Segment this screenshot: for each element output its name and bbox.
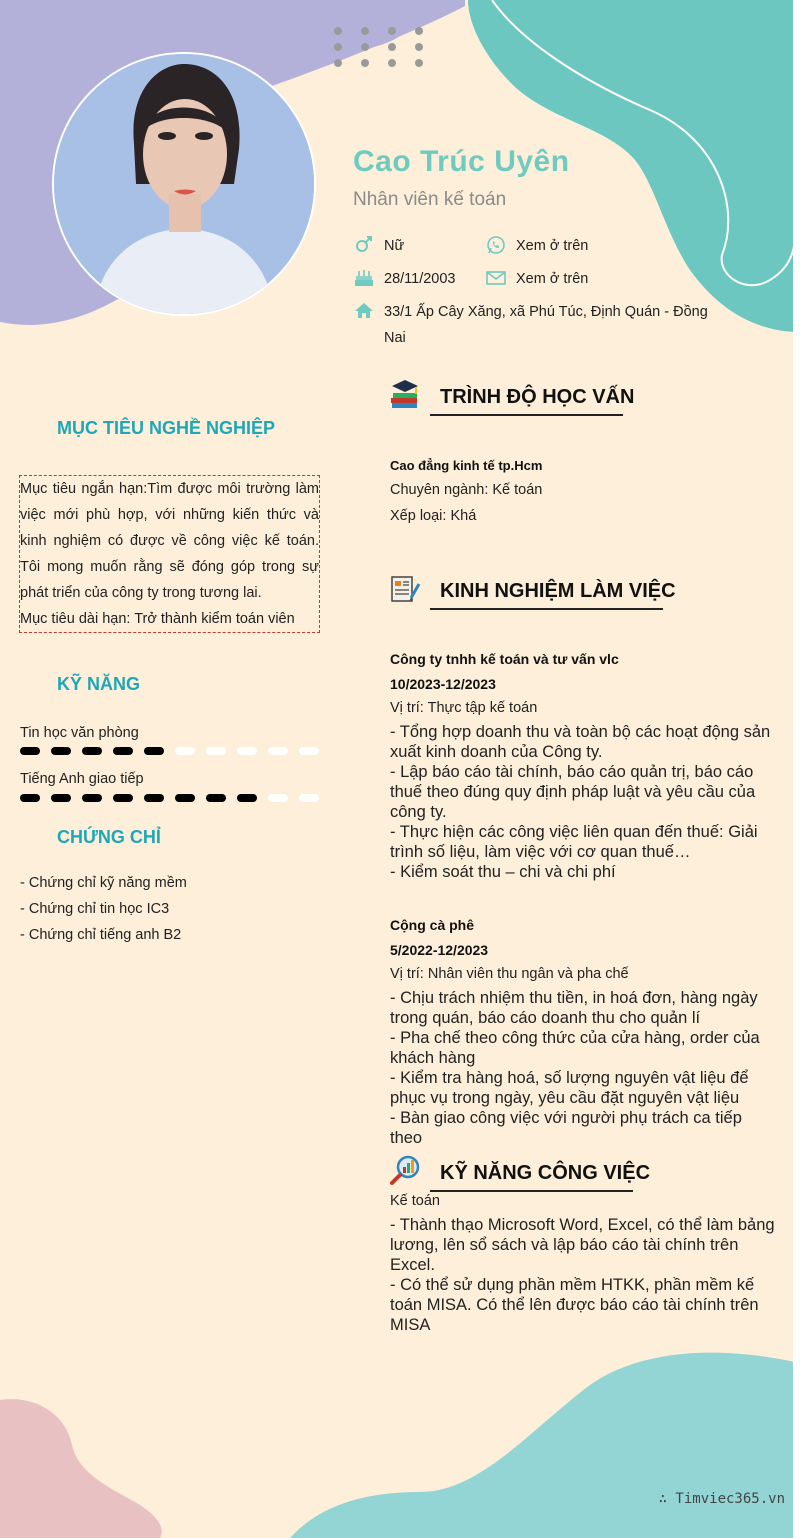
job-task: - Bàn giao công việc với người phụ trách ca tiếp theo xyxy=(390,1109,742,1147)
education-heading: TRÌNH ĐỘ HỌC VẤN xyxy=(440,386,635,408)
work-skills-underline xyxy=(430,1190,633,1192)
education-school: Cao đẳng kinh tế tp.Hcm xyxy=(390,458,543,473)
job-task: - Chịu trách nhiệm thu tiền, in hoá đơn, hàng ngày trong quán, báo cáo doanh thu cho quản lí xyxy=(390,989,758,1027)
skills-heading: KỸ NĂNG xyxy=(57,674,141,694)
job-task: - Kiểm tra hàng hoá, số lượng nguyên vật liệu để phục vụ trong ngày, yêu cầu đặt nguyên vật liệu xyxy=(390,1069,749,1107)
work-skill-item: - Có thể sử dụng phần mềm HTKK, phần mềm kế toán MISA. Có thể lên được báo cáo tài chính trên MISA xyxy=(390,1276,759,1334)
job-period: 10/2023-12/2023 xyxy=(390,676,496,692)
skill-dot-filled xyxy=(144,794,164,802)
job-description xyxy=(390,722,775,882)
skill-level-bar xyxy=(20,747,319,755)
address-line-2: Nai xyxy=(384,330,406,346)
work-skills-label: Kế toán xyxy=(390,1193,440,1209)
job-description xyxy=(390,988,775,1148)
skill-dot-filled xyxy=(51,747,71,755)
skill-dot-empty xyxy=(299,794,319,802)
skill-dot-empty xyxy=(299,747,319,755)
email-icon xyxy=(486,268,506,288)
education-underline xyxy=(430,414,623,416)
job-task: - Pha chế theo công thức của cửa hàng, order của khách hàng xyxy=(390,1029,760,1067)
job-period: 5/2022-12/2023 xyxy=(390,942,489,958)
job-position: Vị trí: Thực tập kế toán xyxy=(390,700,538,716)
pink-blob xyxy=(0,1399,162,1538)
skill-dot-filled xyxy=(113,794,133,802)
email-value: Xem ở trên xyxy=(516,271,589,287)
phone-value: Xem ở trên xyxy=(516,238,589,254)
skill-dot-filled xyxy=(113,747,133,755)
avatar xyxy=(52,52,316,316)
objective-box xyxy=(19,475,320,633)
skill-dot-filled xyxy=(20,747,40,755)
bottom-teal-blob xyxy=(290,1353,793,1538)
skill-name: Tin học văn phòng xyxy=(20,725,139,741)
work-experience-icon xyxy=(389,572,421,604)
skill-dot-filled xyxy=(51,794,71,802)
candidate-title: Nhân viên kế toán xyxy=(353,189,507,210)
home-icon xyxy=(354,301,374,321)
certificate-item: - Chứng chỉ tiếng anh B2 xyxy=(20,927,182,943)
gender-value: Nữ xyxy=(384,238,405,254)
job-task: - Lập báo cáo tài chính, báo cáo quản trị, báo cáo thuế theo đúng quy định pháp luật và yêu cầu của công ty. xyxy=(390,763,756,821)
certificate-item: - Chứng chỉ kỹ năng mềm xyxy=(20,875,187,891)
job-task: - Tổng hợp doanh thu và toàn bộ các hoạt động sản xuất kinh doanh của Công ty. xyxy=(390,723,771,761)
experience-heading: KINH NGHIỆM LÀM VIỆC xyxy=(440,580,676,602)
address-line-1: 33/1 Ấp Cây Xăng, xã Phú Túc, Định Quán - Đồng xyxy=(384,304,708,320)
candidate-name: Cao Trúc Uyên xyxy=(353,145,570,178)
job-position: Vị trí: Nhân viên thu ngân và pha chế xyxy=(390,966,629,982)
skill-dot-filled xyxy=(237,794,257,802)
analytics-magnifier-icon xyxy=(389,1154,421,1186)
education-major: Chuyên ngành: Kế toán xyxy=(390,482,543,498)
skill-dot-empty xyxy=(268,794,288,802)
skill-name: Tiếng Anh giao tiếp xyxy=(20,771,144,787)
work-skills-description xyxy=(390,1215,775,1335)
skill-dot-filled xyxy=(175,794,195,802)
skill-level-bar xyxy=(20,794,319,802)
gender-icon xyxy=(354,235,374,255)
birthday-cake-icon xyxy=(354,268,374,288)
objective-long-term: Mục tiêu dài hạn: Trở thành kiểm toán viên xyxy=(20,611,295,627)
education-rank: Xếp loại: Khá xyxy=(390,508,477,524)
skill-dot-filled xyxy=(206,794,226,802)
skill-dot-empty xyxy=(206,747,226,755)
avatar-portrait xyxy=(54,54,314,314)
work-skills-heading: KỸ NĂNG CÔNG VIỆC xyxy=(440,1162,651,1184)
job-company: Cộng cà phê xyxy=(390,917,475,933)
skill-dot-empty xyxy=(268,747,288,755)
certificates-heading: CHỨNG CHỈ xyxy=(57,827,161,847)
objective-short-term: Mục tiêu ngắn hạn:Tìm được môi trường làm việc mới phù hợp, với những kiến thức và kinh nghiệm có được về công việc kế toán. Tôi mong muốn rằng sẽ đóng góp trong sự phát triển của công ty trong tương lai. xyxy=(20,481,319,601)
brand-watermark: ∴ Timviec365.vn xyxy=(658,1491,785,1507)
skill-dot-filled xyxy=(144,747,164,755)
certificate-item: - Chứng chỉ tin học IC3 xyxy=(20,901,170,917)
skill-dot-empty xyxy=(175,747,195,755)
job-company: Công ty tnhh kế toán và tư vấn vlc xyxy=(390,651,619,667)
birthday-value: 28/11/2003 xyxy=(384,271,456,287)
skill-dot-filled xyxy=(82,747,102,755)
skill-dot-filled xyxy=(82,794,102,802)
skill-dot-empty xyxy=(237,747,257,755)
objective-heading: MỤC TIÊU NGHỀ NGHIỆP xyxy=(57,418,276,438)
job-task: - Thực hiện các công việc liên quan đến thuế: Giải trình số liệu, làm việc với cơ quan thuế… xyxy=(390,823,758,861)
work-skill-item: - Thành thạo Microsoft Word, Excel, có thể làm bảng lương, lên sổ sách và lập báo cáo tài chính trên Excel. xyxy=(390,1216,775,1274)
phone-icon xyxy=(486,235,506,255)
skill-dot-filled xyxy=(20,794,40,802)
experience-underline xyxy=(430,608,663,610)
job-task: - Kiểm soát thu – chi và chi phí xyxy=(390,863,616,881)
graduation-cap-icon xyxy=(389,378,421,410)
